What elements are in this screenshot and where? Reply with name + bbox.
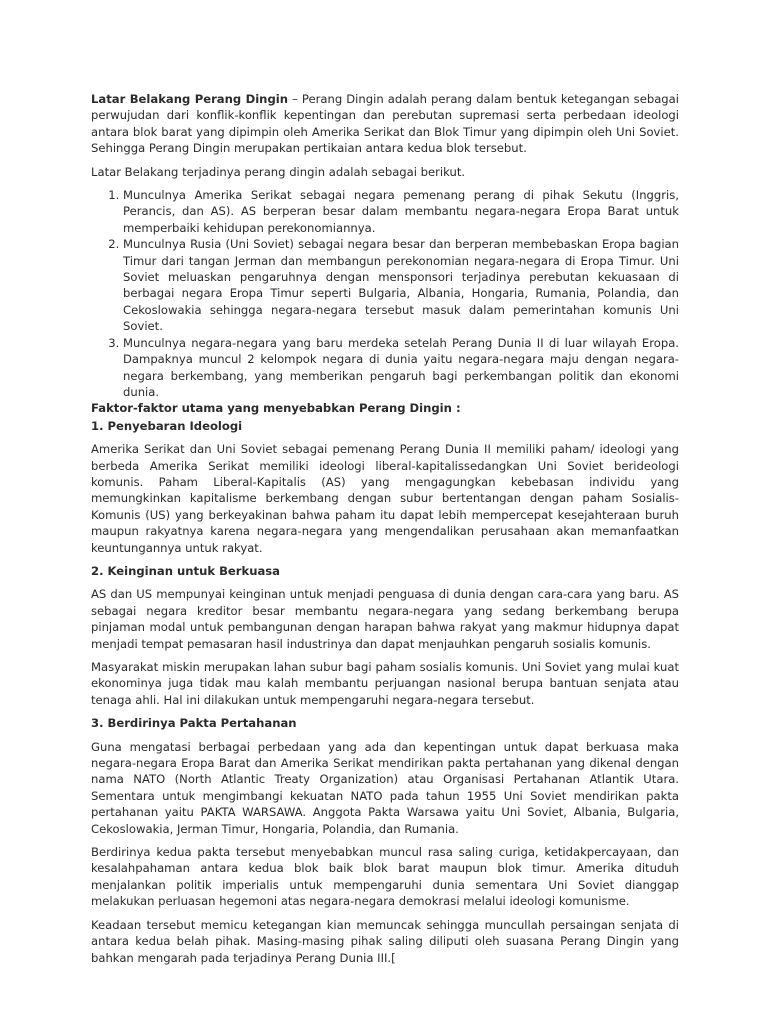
intro-lead: Latar Belakang Perang Dingin	[91, 92, 288, 106]
section-heading: 1. Penyebaran Ideologi	[91, 418, 243, 433]
list-item: 1. Munculnya Amerika Serikat sebagai negara pemenang perang di pihak Sekutu (Inggris, Perancis, dan AS). AS berperan besar dalam membantu negara-negara Eropa Barat untuk memperbaiki kehidupan perekonomiannya.	[123, 187, 679, 236]
section-heading: 3. Berdirinya Pakta Pertahanan	[91, 716, 297, 731]
document-page	[91, 91, 679, 973]
list-item: 2. Munculnya Rusia (Uni Soviet) sebagai negara besar dan berperan membebaskan Eropa bagian Timur dari tangan Jerman dan membangun perekonomian negara-negara di Eropa Timur. Uni Soviet meluaskan pengaruhnya dengan mensponsori terjadinya perebutan kekuasaan di berbagai negara Eropa Timur seperti Bulgaria, Albania, Hongaria, Rumania, Polandia, dan Cekoslowakia sehingga negara-negara tersebut masuk dalam pemerintahan komunis Uni Soviet.	[123, 236, 679, 334]
section-paragraph: Masyarakat miskin merupakan lahan subur bagi paham sosialis komunis. Uni Soviet yang mulai kuat ekonominya juga tidak mau kalah membantu perjuangan nasional berupa bantuan senjata atau tenaga ahli. Hal ini dilakukan untuk mempengaruhi negara-negara tersebut.	[91, 660, 679, 707]
section-paragraph: Amerika Serikat dan Uni Soviet sebagai pemenang Perang Dunia II memiliki paham/ ideologi yang berbeda Amerika Serikat memiliki ideologi liberal-kapitalissedangkan Uni Soviet berideologi komunis. Paham Liberal-Kapitalis (AS) yang mengagungkan kebebasan individu yang memungkinkan kapitalisme berkembang dengan subur bertentangan dengan paham Sosialis-Komunis (US) yang berkeyakinan bahwa paham itu dapat lebih mempercepat kesejahteraan buruh maupun rakyatnya karena negara-negara yang mengendalikan perusahaan akan memanfaatkan keuntungannya untuk rakyat.	[91, 442, 679, 555]
intro-text: – Perang Dingin adalah perang dalam bentuk ketegangan sebagai perwujudan dari konflik-konflik kepentingan dan perebutan supremasi serta perbedaan ideologi antara blok barat yang dipimpin oleh Amerika Serikat dan Blok Timur yang dipimpin oleh Uni Soviet. Sehingga Perang Dingin merupakan pertikaian antara kedua blok tersebut.	[91, 92, 679, 156]
background-list	[91, 187, 679, 400]
background-intro: Latar Belakang terjadinya perang dingin adalah sebagai berikut.	[91, 164, 466, 179]
section-paragraph: Berdirinya kedua pakta tersebut menyebabkan muncul rasa saling curiga, ketidakpercayaan, dan kesalahpahaman antara kedua blok baik blok barat maupun blok timur. Amerika dituduh menjalankan politik imperialis untuk mempengaruhi dunia sementara Uni Soviet dianggap melakukan perluasan hegemoni atas negara-negara demokrasi melalui ideologi komunisme.	[91, 845, 679, 909]
section-paragraph: Keadaan tersebut memicu ketegangan kian memuncak sehingga muncullah persaingan senjata di antara kedua belah pihak. Masing-masing pihak saling diliputi oleh suasana Perang Dingin yang bahkan mengarah pada terjadinya Perang Dunia III.[	[91, 917, 679, 965]
factors-title: Faktor-faktor utama yang menyebabkan Perang Dingin :	[91, 401, 461, 416]
list-item: 3. Munculnya negara-negara yang baru merdeka setelah Perang Dunia II di luar wilayah Eropa. Dampaknya muncul 2 kelompok negara di dunia yaitu negara-negara maju dengan negara-negara berkembang, yang memberikan pengaruh bagi perkembangan politik dan ekonomi dunia.	[123, 335, 679, 401]
intro-paragraph	[91, 91, 679, 157]
section-paragraph: AS dan US mempunyai keinginan untuk menjadi penguasa di dunia dengan cara-cara yang baru. AS sebagai negara kreditor besar membantu negara-negara yang sedang berkembang berupa pinjaman modal untuk pembangunan dengan harapan bahwa rakyat yang makmur hidupnya dapat menjadi tempat pemasaran hasil industrinya dan dapat menjauhkan pengaruh sosialis komunis.	[91, 587, 679, 651]
section-heading: 2. Keinginan untuk Berkuasa	[91, 563, 280, 578]
section-paragraph: Guna mengatasi berbagai perbedaan yang ada dan kepentingan untuk dapat berkuasa maka negara-negara Eropa Barat dan Amerika Serikat mendirikan pakta pertahanan yang dikenal dengan nama NATO (North Atlantic Treaty Organization) atau Organisasi Pertahanan Atlantik Utara. Sementara untuk mengimbangi kekuatan NATO pada tahun 1955 Uni Soviet mendirikan pakta pertahanan yaitu PAKTA WARSAWA. Anggota Pakta Warsawa yaitu Uni Soviet, Albania, Bulgaria, Cekoslowakia, Jerman Timur, Hongaria, Polandia, dan Rumania.	[91, 739, 679, 836]
